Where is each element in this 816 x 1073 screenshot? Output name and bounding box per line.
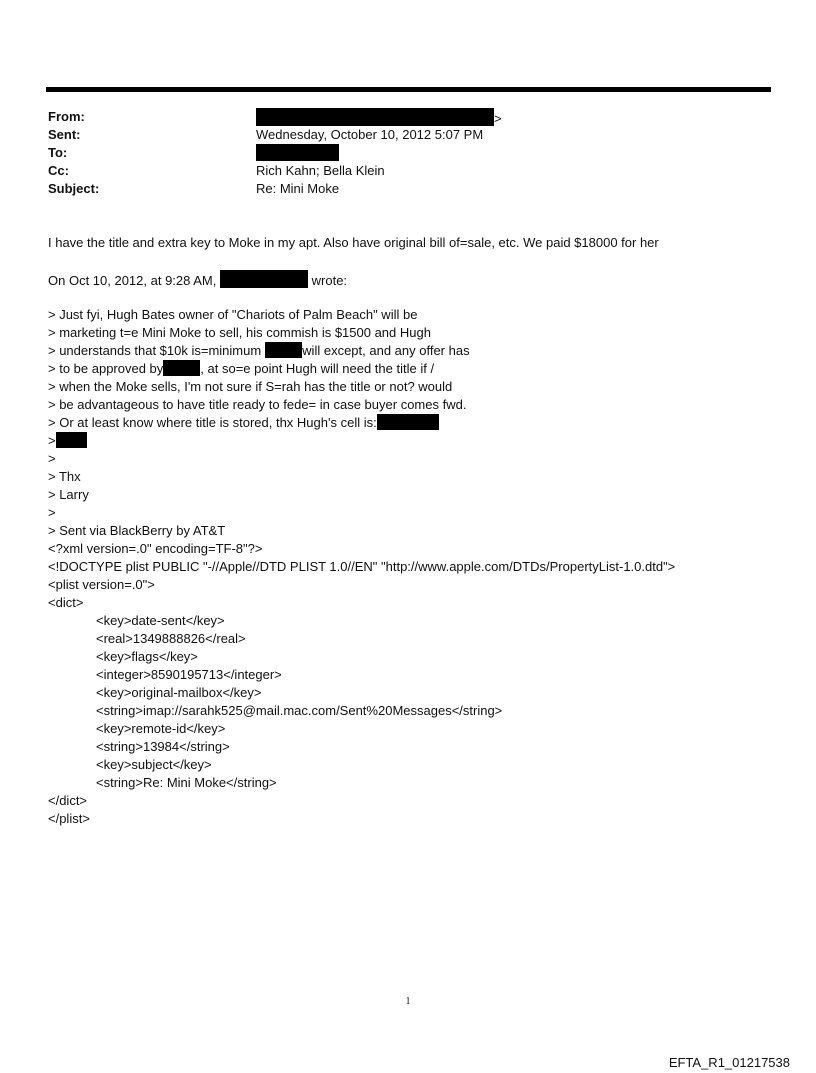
quoted-text: > (48, 433, 56, 448)
cc-label: Cc: (48, 163, 69, 178)
quoted-text: > Or at least know where title is stored, thx Hugh's cell is: (48, 415, 377, 430)
plist-line: </dict> (48, 793, 88, 808)
page-number: 1 (405, 996, 411, 1007)
quoted-line (48, 414, 675, 432)
redaction-box (163, 360, 200, 376)
redaction-box (220, 270, 308, 288)
header-rule (46, 87, 771, 92)
attribution-prefix: On Oct 10, 2012, at 9:28 AM, (48, 273, 217, 288)
to-label: To: (48, 145, 68, 160)
plist-line: <integer>8590195713</integer> (96, 667, 282, 682)
subject-label: Subject: (48, 181, 100, 196)
quoted-line: > (48, 505, 56, 520)
cc-value: Rich Kahn; Bella Klein (256, 163, 385, 178)
quoted-text: > to be approved by (48, 361, 164, 376)
sent-value: Wednesday, October 10, 2012 5:07 PM (256, 127, 484, 142)
reply-attribution (48, 270, 347, 290)
from-label: From: (48, 109, 85, 124)
plist-line: <dict> (48, 595, 84, 610)
plist-line: <key>original-mailbox</key> (96, 685, 262, 700)
quoted-line: > be advantageous to have title ready to fede= in case buyer comes fwd. (48, 397, 467, 412)
quoted-line (48, 432, 675, 450)
quoted-line: > (48, 451, 56, 466)
quoted-line: > Thx (48, 469, 81, 484)
quoted-line (48, 342, 675, 360)
quoted-line (48, 360, 675, 378)
quoted-text: > understands that $10k is=minimum (48, 343, 262, 358)
redaction-box (256, 108, 494, 126)
plist-line: <!DOCTYPE plist PUBLIC "-//Apple//DTD PLIST 1.0//EN" "http://www.apple.com/DTDs/PropertyList-1.0.dtd"> (48, 559, 676, 574)
plist-line: <key>remote-id</key> (96, 721, 226, 736)
subject-value: Re: Mini Moke (256, 181, 340, 196)
plist-line: </plist> (48, 811, 90, 826)
sent-label: Sent: (48, 127, 81, 142)
plist-line: <?xml version=.0" encoding=TF-8"?> (48, 541, 263, 556)
plist-line: <plist version=.0"> (48, 577, 155, 592)
plist-line: <string>Re: Mini Moke</string> (96, 775, 277, 790)
redaction-box (56, 432, 87, 448)
plist-line: <key>date-sent</key> (96, 613, 225, 628)
plist-line: <string>imap://sarahk525@mail.mac.com/Sent%20Messages</string> (96, 703, 503, 718)
quoted-message (48, 306, 675, 828)
quoted-line: > Sent via BlackBerry by AT&T (48, 523, 226, 538)
to-value (256, 144, 339, 163)
from-value (256, 108, 502, 128)
quoted-line: > when the Moke sells, I'm not sure if S=rah has the title or not? would (48, 379, 453, 394)
quoted-line: > Just fyi, Hugh Bates owner of "Chariots of Palm Beach" will be (48, 307, 418, 322)
redaction-box (377, 414, 439, 430)
plist-line: <key>subject</key> (96, 757, 212, 772)
quoted-text: will except, and any offer has (302, 343, 470, 358)
attribution-suffix: wrote: (311, 273, 348, 288)
quoted-line: > marketing t=e Mini Moke to sell, his commish is $1500 and Hugh (48, 325, 431, 340)
plist-line: <real>1349888826</real> (96, 631, 246, 646)
quoted-text: , at so=e point Hugh will need the title if / (200, 361, 435, 376)
from-suffix: > (494, 111, 502, 126)
plist-line: <string>13984</string> (96, 739, 230, 754)
redaction-box (256, 144, 339, 161)
plist-line: <key>flags</key> (96, 649, 198, 664)
quoted-line: > Larry (48, 487, 89, 502)
message-intro: I have the title and extra key to Moke in my apt. Also have original bill of=sale, etc. We paid $18000 for her (48, 235, 659, 250)
document-id: EFTA_R1_01217538 (668, 1055, 790, 1070)
redaction-box (265, 342, 302, 358)
